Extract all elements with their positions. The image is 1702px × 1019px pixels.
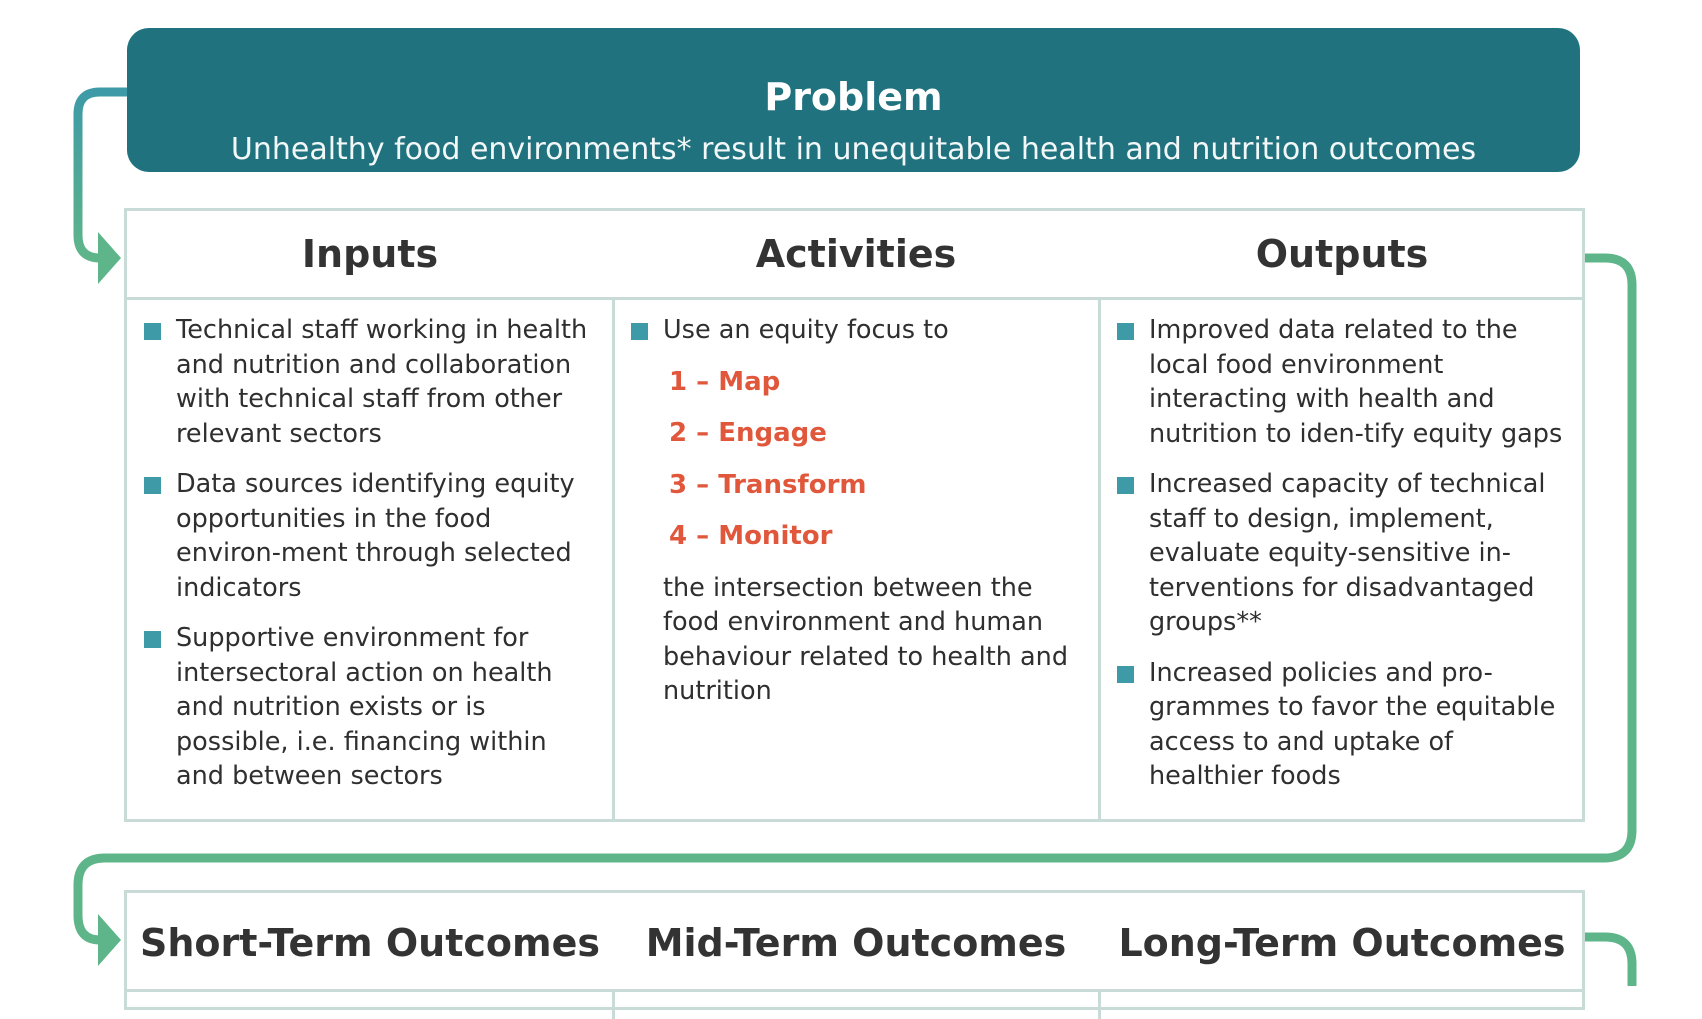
activities-intro: Use an equity focus to xyxy=(663,315,949,345)
bullet-square-icon xyxy=(144,631,161,648)
short-term-outcomes-heading: Short-Term Outcomes xyxy=(140,921,600,965)
bullet-square-icon xyxy=(144,477,161,494)
header-divider xyxy=(127,297,1582,300)
inputs-list xyxy=(144,313,599,810)
list-item: Supportive environment for intersectoral action on health and nutrition exists or is possible, i.e. financing within and between sectors xyxy=(144,621,599,794)
column-divider xyxy=(1098,989,1101,1019)
list-item: Increased capacity of technical staff to design, implement, evaluate equity-sensitive in-terventions for disadvantaged groups** xyxy=(1117,467,1569,640)
problem-title: Problem xyxy=(764,75,943,119)
outputs-list xyxy=(1117,313,1569,810)
mid-term-outcomes-heading: Mid-Term Outcomes xyxy=(645,921,1067,965)
bullet-square-icon xyxy=(1117,477,1134,494)
step-monitor: 4 – Monitor xyxy=(669,521,833,551)
bullet-square-icon xyxy=(144,323,161,340)
long-term-outcomes-heading: Long-Term Outcomes xyxy=(1118,921,1566,965)
list-item: Increased policies and pro-grammes to favor the equitable access to and uptake of healthier foods xyxy=(1117,656,1569,794)
problem-to-inputs-connector xyxy=(78,92,127,258)
step-map: 1 – Map xyxy=(669,366,781,397)
arrow-head-inputs xyxy=(98,232,121,284)
bullet-square-icon xyxy=(631,323,648,340)
list-item xyxy=(631,313,1071,348)
activities-list xyxy=(631,313,1071,709)
inputs-activities-outputs-table xyxy=(124,208,1585,822)
column-divider xyxy=(612,989,615,1019)
column-divider xyxy=(1098,297,1101,819)
step-engage: 2 – Engage xyxy=(669,418,827,448)
list-item: Technical staff working in health and nutrition and collaboration with technical staff from other relevant sectors xyxy=(144,313,599,451)
header-divider xyxy=(127,989,1582,992)
activities-tail-text: the intersection between the food environment and human behaviour related to health and nutrition xyxy=(663,572,1068,706)
outputs-heading: Outputs xyxy=(1255,232,1429,276)
problem-banner xyxy=(127,28,1580,172)
arrow-head-outcomes xyxy=(98,914,121,966)
long-term-out-connector xyxy=(1585,937,1632,986)
list-item: Data sources identifying equity opportunities in the food environ-ment through selected indicators xyxy=(144,467,599,605)
outcomes-table xyxy=(124,890,1585,1010)
column-divider xyxy=(612,297,615,819)
list-item: Improved data related to the local food environment interacting with health and nutrition to iden-tify equity gaps xyxy=(1117,313,1569,451)
problem-description: Unhealthy food environments* result in unequitable health and nutrition outcomes xyxy=(230,132,1477,167)
bullet-square-icon xyxy=(1117,666,1134,683)
step-transform: 3 – Transform xyxy=(669,469,867,500)
bullet-square-icon xyxy=(1117,323,1134,340)
inputs-heading: Inputs xyxy=(301,232,439,276)
activities-heading: Activities xyxy=(755,232,957,276)
